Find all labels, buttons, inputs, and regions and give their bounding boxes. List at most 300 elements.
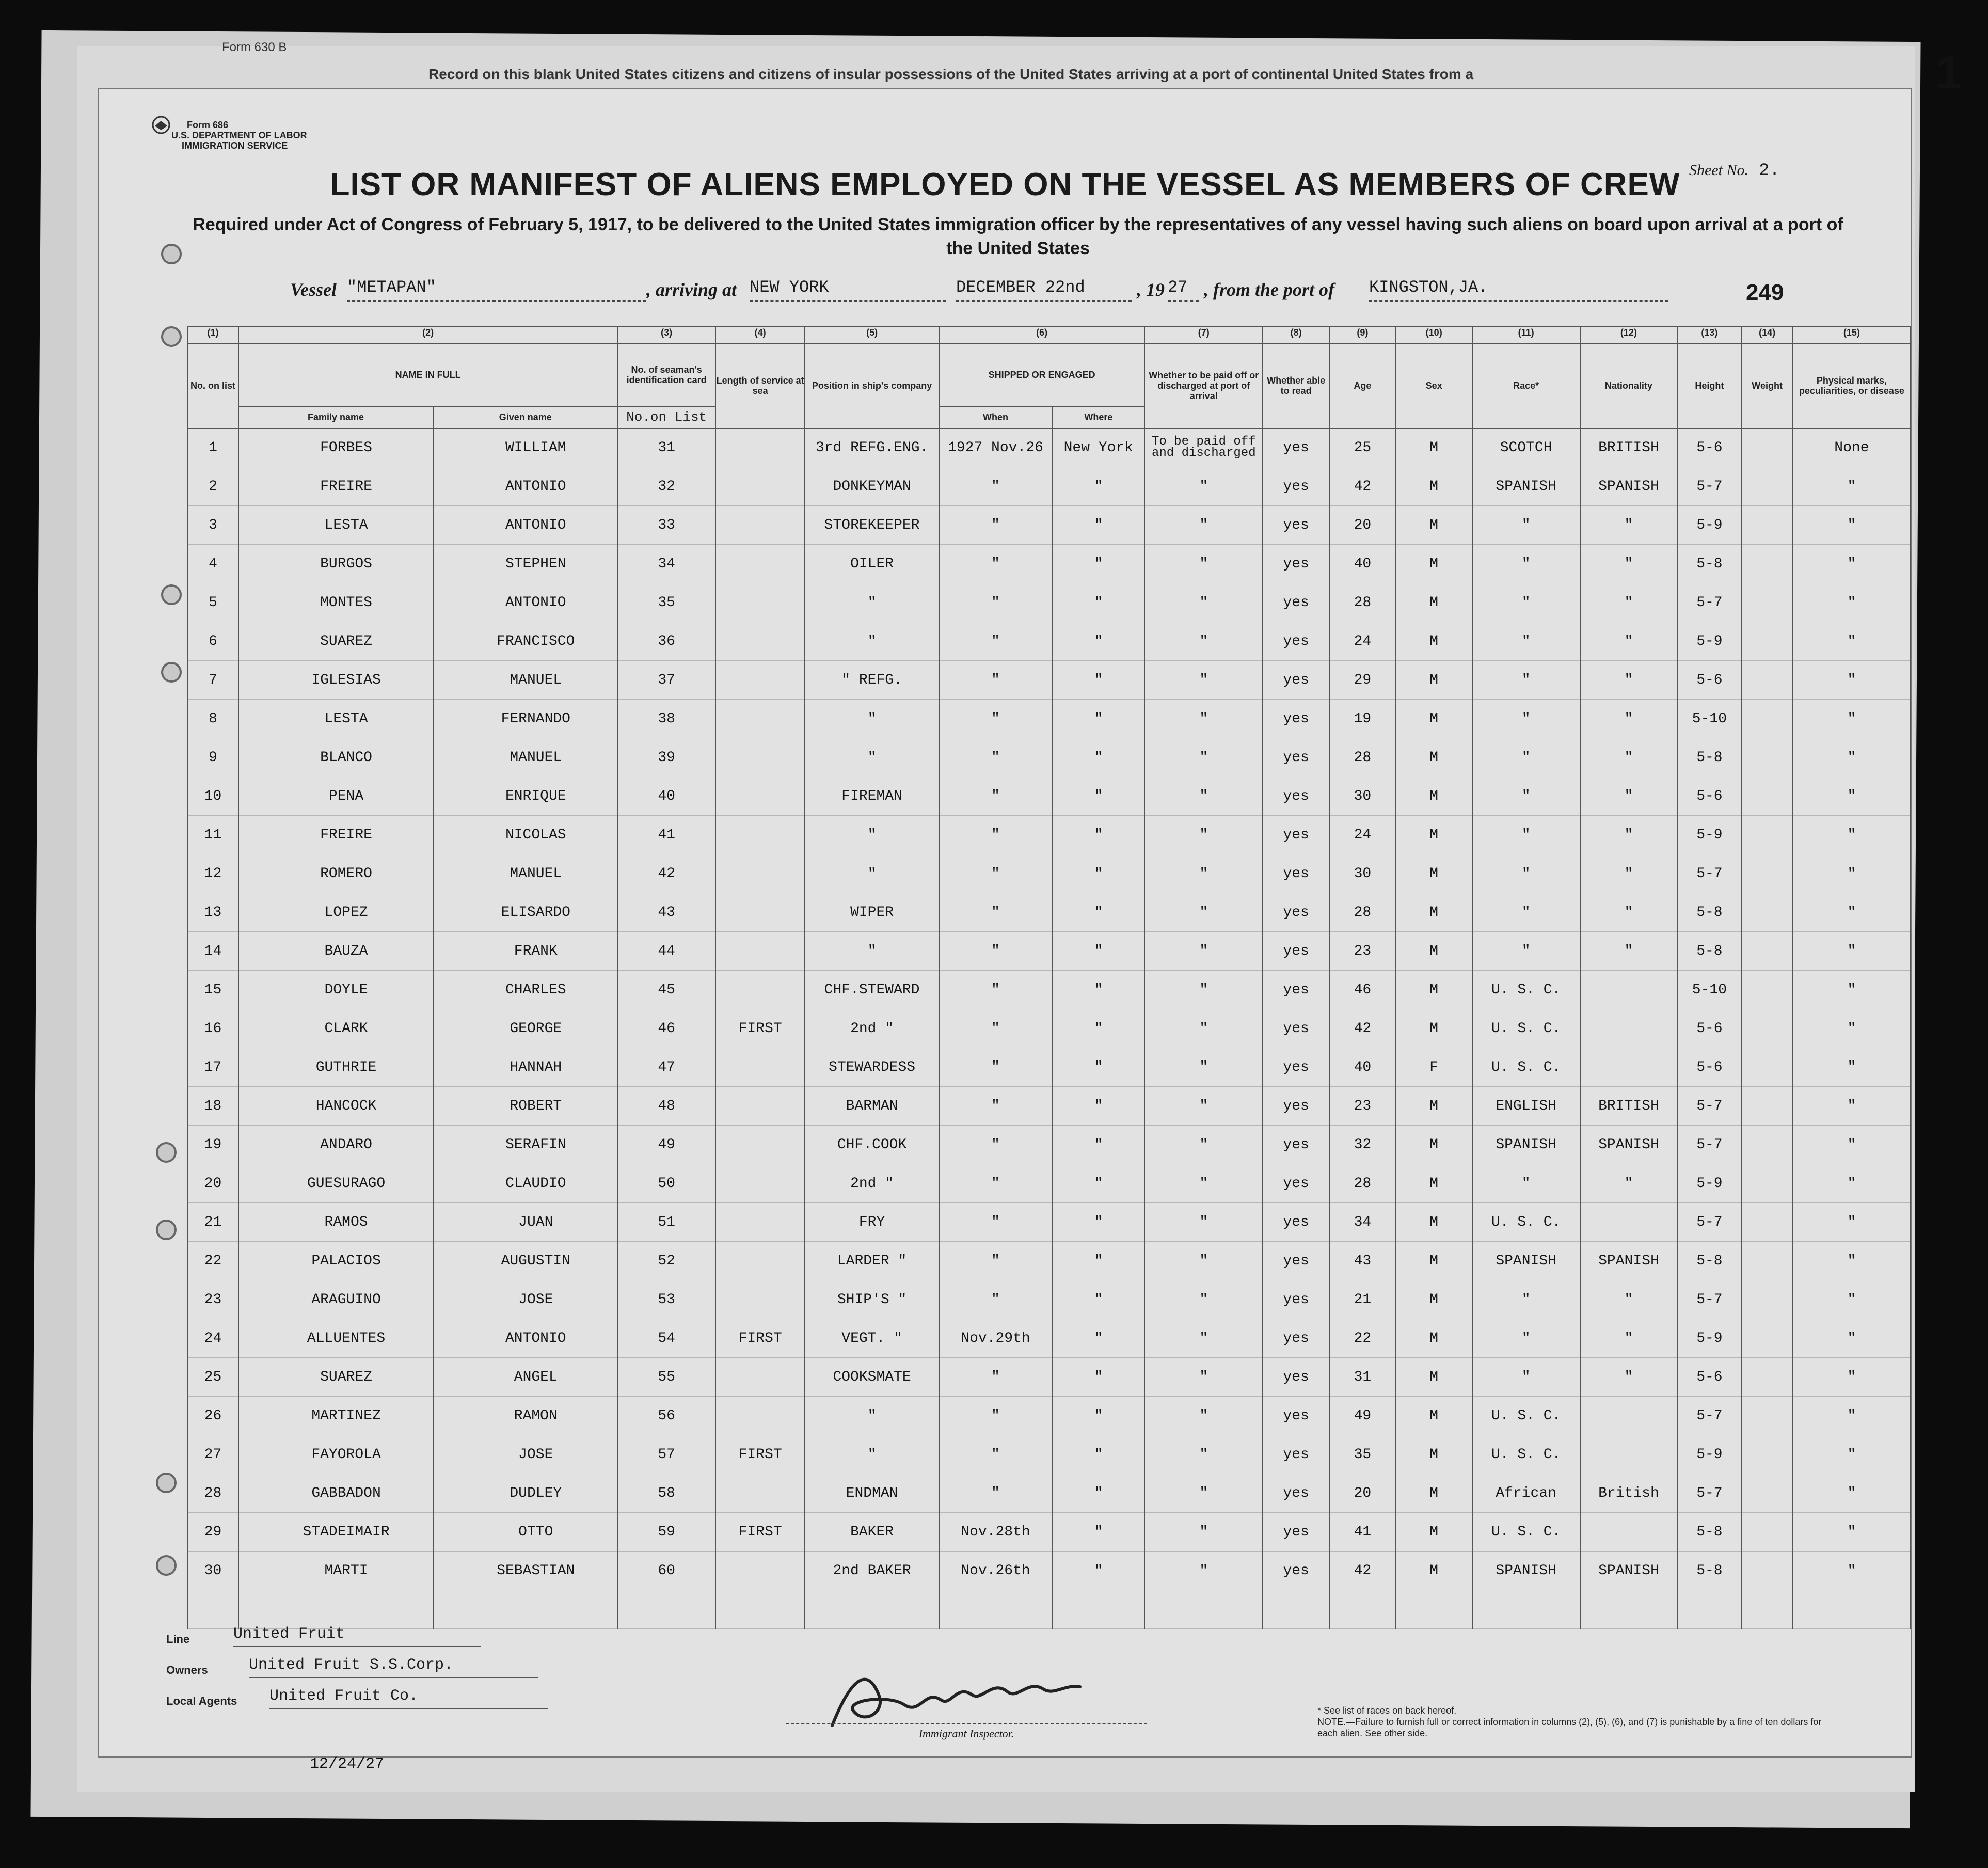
family-name-cell: ANDARO	[238, 1126, 433, 1164]
row-number-cell: 5	[187, 583, 238, 622]
weight-cell	[1741, 1087, 1792, 1126]
height-cell: 5-7	[1677, 1203, 1741, 1242]
table-row	[187, 1242, 1911, 1280]
sex-cell: M	[1396, 1552, 1472, 1590]
race-cell: SPANISH	[1472, 467, 1580, 506]
family-name-cell: MARTI	[238, 1552, 433, 1590]
nationality-cell: British	[1580, 1474, 1678, 1513]
races-note: * See list of races on back hereof.	[1317, 1705, 1457, 1716]
physical-marks-cell: "	[1793, 854, 1911, 893]
sex-cell: M	[1396, 700, 1472, 738]
arriving-port: NEW YORK	[750, 278, 946, 302]
race-cell: U. S. C.	[1472, 1435, 1580, 1474]
paid-off-status-cell: "	[1144, 545, 1263, 583]
race-cell: "	[1472, 622, 1580, 661]
height-cell: 5-7	[1677, 1397, 1741, 1435]
length-of-service-cell	[715, 1397, 805, 1435]
physical-marks-cell: "	[1793, 893, 1911, 932]
blank-cell	[1793, 1590, 1911, 1629]
family-name-cell: GUESURAGO	[238, 1164, 433, 1203]
family-name-cell: MARTINEZ	[238, 1397, 433, 1435]
race-cell: "	[1472, 700, 1580, 738]
nationality-cell: "	[1580, 893, 1678, 932]
vessel-name: "METAPAN"	[347, 278, 646, 302]
family-name-cell: GUTHRIE	[238, 1048, 433, 1087]
paid-off-status-cell: To be paid off and discharged	[1144, 428, 1263, 467]
nationality-cell: "	[1580, 932, 1678, 971]
table-row	[187, 1552, 1911, 1590]
column-number: (3)	[617, 327, 715, 343]
family-name-cell: FAYOROLA	[238, 1435, 433, 1474]
given-name-cell: ANTONIO	[433, 506, 617, 545]
shipped-where-cell: "	[1052, 1513, 1144, 1552]
nationality-cell: "	[1580, 854, 1678, 893]
race-cell: "	[1472, 1164, 1580, 1203]
sex-cell: M	[1396, 971, 1472, 1009]
header-given-name: Given name	[433, 406, 617, 428]
position-cell: "	[805, 622, 939, 661]
family-name-cell: MONTES	[238, 583, 433, 622]
given-name-cell: MANUEL	[433, 854, 617, 893]
shipped-when-cell: "	[939, 854, 1052, 893]
paid-off-status-cell: "	[1144, 1087, 1263, 1126]
height-cell: 5-9	[1677, 1319, 1741, 1358]
position-cell: "	[805, 1397, 939, 1435]
id-card-number-cell: 33	[617, 506, 715, 545]
row-number-cell: 30	[187, 1552, 238, 1590]
given-name-cell: JUAN	[433, 1203, 617, 1242]
height-cell: 5-7	[1677, 1280, 1741, 1319]
position-cell: 3rd REFG.ENG.	[805, 428, 939, 467]
position-cell: BAKER	[805, 1513, 939, 1552]
shipped-when-cell: "	[939, 1397, 1052, 1435]
sex-cell: M	[1396, 854, 1472, 893]
sheet-number-value: 2.	[1758, 161, 1780, 181]
able-to-read-cell: yes	[1263, 1435, 1329, 1474]
vessel-label: Vessel	[290, 279, 337, 300]
weight-cell	[1741, 971, 1792, 1009]
row-number-cell: 22	[187, 1242, 238, 1280]
race-cell: African	[1472, 1474, 1580, 1513]
age-cell: 32	[1329, 1126, 1395, 1164]
id-card-number-cell: 41	[617, 816, 715, 854]
position-cell: VEGT. "	[805, 1319, 939, 1358]
given-name-cell: JOSE	[433, 1280, 617, 1319]
id-card-number-cell: 43	[617, 893, 715, 932]
able-to-read-cell: yes	[1263, 506, 1329, 545]
length-of-service-cell	[715, 777, 805, 816]
physical-marks-cell: "	[1793, 1126, 1911, 1164]
paid-off-status-cell: "	[1144, 622, 1263, 661]
inspector-label: Immigrant Inspector.	[786, 1723, 1147, 1740]
id-card-number-cell: 38	[617, 700, 715, 738]
physical-marks-cell: "	[1793, 1048, 1911, 1087]
shipped-when-cell: "	[939, 506, 1052, 545]
age-cell: 19	[1329, 700, 1395, 738]
nationality-cell	[1580, 971, 1678, 1009]
able-to-read-cell: yes	[1263, 893, 1329, 932]
footer-notes	[1317, 1705, 1823, 1739]
paid-off-status-cell: "	[1144, 1552, 1263, 1590]
weight-cell	[1741, 1280, 1792, 1319]
family-name-cell: FREIRE	[238, 467, 433, 506]
column-number: (14)	[1741, 327, 1792, 343]
header-read: Whether able to read	[1263, 343, 1329, 428]
length-of-service-cell: FIRST	[715, 1513, 805, 1552]
year-prefix: , 19	[1137, 279, 1165, 300]
shipped-where-cell: "	[1052, 506, 1144, 545]
blank-cell	[805, 1590, 939, 1629]
table-row	[187, 545, 1911, 583]
paid-off-status-cell: "	[1144, 506, 1263, 545]
position-cell: STOREKEEPER	[805, 506, 939, 545]
shipped-where-cell: "	[1052, 932, 1144, 971]
blank-cell	[1677, 1590, 1741, 1629]
shipped-where-cell: "	[1052, 738, 1144, 777]
row-number-cell: 24	[187, 1319, 238, 1358]
physical-marks-cell: "	[1793, 661, 1911, 700]
position-cell: 2nd BAKER	[805, 1552, 939, 1590]
length-of-service-cell	[715, 1242, 805, 1280]
family-name-cell: LOPEZ	[238, 893, 433, 932]
row-number-cell: 2	[187, 467, 238, 506]
age-cell: 41	[1329, 1513, 1395, 1552]
table-row	[187, 854, 1911, 893]
departure-port: KINGSTON,JA.	[1369, 278, 1668, 302]
blank-cell	[1741, 1590, 1792, 1629]
age-cell: 25	[1329, 428, 1395, 467]
age-cell: 28	[1329, 738, 1395, 777]
age-cell: 42	[1329, 1552, 1395, 1590]
length-of-service-cell: FIRST	[715, 1319, 805, 1358]
header-marks: Physical marks, peculiarities, or disease	[1793, 343, 1911, 428]
header-age: Age	[1329, 343, 1395, 428]
race-cell: "	[1472, 932, 1580, 971]
race-cell: U. S. C.	[1472, 1513, 1580, 1552]
paid-off-status-cell: "	[1144, 467, 1263, 506]
weight-cell	[1741, 1319, 1792, 1358]
weight-cell	[1741, 1242, 1792, 1280]
physical-marks-cell: "	[1793, 700, 1911, 738]
race-cell: U. S. C.	[1472, 1009, 1580, 1048]
nationality-cell: "	[1580, 1319, 1678, 1358]
id-card-number-cell: 36	[617, 622, 715, 661]
column-number: (6)	[939, 327, 1145, 343]
table-row	[187, 467, 1911, 506]
given-name-cell: ROBERT	[433, 1087, 617, 1126]
sex-cell: M	[1396, 622, 1472, 661]
blank-cell	[939, 1590, 1052, 1629]
header-height: Height	[1677, 343, 1741, 428]
position-cell: FIREMAN	[805, 777, 939, 816]
shipped-when-cell: 1927 Nov.26	[939, 428, 1052, 467]
given-name-cell: MANUEL	[433, 738, 617, 777]
paid-off-status-cell: "	[1144, 971, 1263, 1009]
vessel-line	[290, 279, 1839, 310]
row-number-cell: 27	[187, 1435, 238, 1474]
age-cell: 42	[1329, 467, 1395, 506]
able-to-read-cell: yes	[1263, 1358, 1329, 1397]
given-name-cell: CHARLES	[433, 971, 617, 1009]
length-of-service-cell	[715, 467, 805, 506]
nationality-cell: SPANISH	[1580, 467, 1678, 506]
height-cell: 5-7	[1677, 1474, 1741, 1513]
family-name-cell: PALACIOS	[238, 1242, 433, 1280]
shipped-when-cell: Nov.26th	[939, 1552, 1052, 1590]
shipped-where-cell: "	[1052, 1009, 1144, 1048]
back-form-id: Form 630 B	[222, 40, 287, 54]
race-cell: SCOTCH	[1472, 428, 1580, 467]
given-name-cell: ENRIQUE	[433, 777, 617, 816]
blank-cell	[1052, 1590, 1144, 1629]
shipped-where-cell: "	[1052, 622, 1144, 661]
length-of-service-cell	[715, 428, 805, 467]
row-number-cell: 9	[187, 738, 238, 777]
race-cell: "	[1472, 777, 1580, 816]
weight-cell	[1741, 777, 1792, 816]
race-cell: U. S. C.	[1472, 1203, 1580, 1242]
height-cell: 5-8	[1677, 932, 1741, 971]
row-number-cell: 10	[187, 777, 238, 816]
able-to-read-cell: yes	[1263, 583, 1329, 622]
table-row	[187, 1319, 1911, 1358]
physical-marks-cell: "	[1793, 545, 1911, 583]
nationality-cell: "	[1580, 700, 1678, 738]
age-cell: 34	[1329, 1203, 1395, 1242]
table-row	[187, 661, 1911, 700]
blank-cell	[238, 1590, 433, 1629]
shipped-where-cell: "	[1052, 1474, 1144, 1513]
arriving-label: , arriving at	[646, 279, 737, 300]
punch-hole-icon	[156, 1220, 177, 1240]
id-card-number-cell: 45	[617, 971, 715, 1009]
header-position: Position in ship's company	[805, 343, 939, 428]
nationality-cell	[1580, 1009, 1678, 1048]
nationality-cell: "	[1580, 622, 1678, 661]
length-of-service-cell	[715, 738, 805, 777]
able-to-read-cell: yes	[1263, 1474, 1329, 1513]
row-number-cell: 16	[187, 1009, 238, 1048]
nationality-cell: SPANISH	[1580, 1242, 1678, 1280]
sex-cell: M	[1396, 1280, 1472, 1319]
family-name-cell: IGLESIAS	[238, 661, 433, 700]
table-row	[187, 1126, 1911, 1164]
shipped-where-cell: "	[1052, 1397, 1144, 1435]
table-row	[187, 1164, 1911, 1203]
family-name-cell: RAMOS	[238, 1203, 433, 1242]
shipped-when-cell: "	[939, 816, 1052, 854]
blank-cell	[1580, 1590, 1678, 1629]
family-name-cell: BAUZA	[238, 932, 433, 971]
able-to-read-cell: yes	[1263, 738, 1329, 777]
able-to-read-cell: yes	[1263, 467, 1329, 506]
shipped-when-cell: "	[939, 971, 1052, 1009]
column-number: (13)	[1677, 327, 1741, 343]
sex-cell: M	[1396, 1358, 1472, 1397]
height-cell: 5-6	[1677, 1358, 1741, 1397]
sex-cell: M	[1396, 467, 1472, 506]
header-shipped: SHIPPED OR ENGAGED	[939, 343, 1145, 406]
shipped-when-cell: "	[939, 738, 1052, 777]
page-number: 249	[1746, 280, 1784, 305]
given-name-cell: WILLIAM	[433, 428, 617, 467]
shipped-where-cell: "	[1052, 854, 1144, 893]
row-number-cell: 25	[187, 1358, 238, 1397]
shipped-when-cell: "	[939, 467, 1052, 506]
id-card-number-cell: 57	[617, 1435, 715, 1474]
race-cell: SPANISH	[1472, 1126, 1580, 1164]
id-card-number-cell: 53	[617, 1280, 715, 1319]
height-cell: 5-6	[1677, 1009, 1741, 1048]
physical-marks-cell: "	[1793, 1242, 1911, 1280]
shipped-when-cell: "	[939, 1242, 1052, 1280]
page-title: LIST OR MANIFEST OF ALIENS EMPLOYED ON THE VESSEL AS MEMBERS OF CREW	[330, 167, 1680, 202]
able-to-read-cell: yes	[1263, 971, 1329, 1009]
owners-value: United Fruit S.S.Corp.	[249, 1656, 538, 1678]
paid-off-status-cell: "	[1144, 700, 1263, 738]
blank-cell	[1329, 1590, 1395, 1629]
shipped-where-cell: "	[1052, 1087, 1144, 1126]
height-cell: 5-8	[1677, 893, 1741, 932]
weight-cell	[1741, 661, 1792, 700]
id-card-number-cell: 60	[617, 1552, 715, 1590]
given-name-cell: ELISARDO	[433, 893, 617, 932]
age-cell: 28	[1329, 1164, 1395, 1203]
table-row	[187, 971, 1911, 1009]
age-cell: 42	[1329, 1009, 1395, 1048]
header-name-in-full: NAME IN FULL	[238, 343, 617, 406]
column-number: (5)	[805, 327, 939, 343]
length-of-service-cell	[715, 1358, 805, 1397]
sex-cell: M	[1396, 1087, 1472, 1126]
shipped-when-cell: "	[939, 1280, 1052, 1319]
race-cell: "	[1472, 854, 1580, 893]
age-cell: 28	[1329, 893, 1395, 932]
height-cell: 5-7	[1677, 1087, 1741, 1126]
length-of-service-cell	[715, 545, 805, 583]
weight-cell	[1741, 1552, 1792, 1590]
given-name-cell: AUGUSTIN	[433, 1242, 617, 1280]
paid-off-status-cell: "	[1144, 1435, 1263, 1474]
table-row	[187, 428, 1911, 467]
given-name-cell: FRANCISCO	[433, 622, 617, 661]
position-cell: "	[805, 1435, 939, 1474]
weight-cell	[1741, 428, 1792, 467]
arrival-date: DECEMBER 22nd	[956, 278, 1132, 302]
shipped-where-cell: "	[1052, 1203, 1144, 1242]
id-card-number-cell: 48	[617, 1087, 715, 1126]
shipped-where-cell: "	[1052, 1048, 1144, 1087]
weight-cell	[1741, 1203, 1792, 1242]
id-card-number-cell: 49	[617, 1126, 715, 1164]
table-row	[187, 1474, 1911, 1513]
position-cell: "	[805, 932, 939, 971]
age-cell: 29	[1329, 661, 1395, 700]
given-name-cell: DUDLEY	[433, 1474, 617, 1513]
position-cell: CHF.COOK	[805, 1126, 939, 1164]
shipped-when-cell: "	[939, 1048, 1052, 1087]
shipped-where-cell: "	[1052, 1435, 1144, 1474]
id-card-number-cell: 55	[617, 1358, 715, 1397]
given-name-cell: ANTONIO	[433, 1319, 617, 1358]
column-number: (4)	[715, 327, 805, 343]
table-row	[187, 1203, 1911, 1242]
sex-cell: M	[1396, 932, 1472, 971]
age-cell: 31	[1329, 1358, 1395, 1397]
physical-marks-cell: "	[1793, 583, 1911, 622]
paid-off-status-cell: "	[1144, 661, 1263, 700]
page-subtitle: Required under Act of Congress of February 5, 1917, to be delivered to the United States immigration officer by the representatives of any vessel having such aliens on board upon arrival at a port of the United States	[193, 215, 1843, 258]
sex-cell: M	[1396, 661, 1472, 700]
paid-off-status-cell: "	[1144, 1513, 1263, 1552]
paid-off-status-cell: "	[1144, 777, 1263, 816]
family-name-cell: BLANCO	[238, 738, 433, 777]
punch-hole-icon	[161, 244, 182, 264]
row-number-cell: 23	[187, 1280, 238, 1319]
able-to-read-cell: yes	[1263, 1009, 1329, 1048]
shipped-where-cell: "	[1052, 1552, 1144, 1590]
sex-cell: M	[1396, 1474, 1472, 1513]
given-name-cell: MANUEL	[433, 661, 617, 700]
paid-off-status-cell: "	[1144, 1009, 1263, 1048]
given-name-cell: JOSE	[433, 1435, 617, 1474]
shipped-when-cell: "	[939, 1087, 1052, 1126]
weight-cell	[1741, 506, 1792, 545]
length-of-service-cell	[715, 932, 805, 971]
given-name-cell: ANTONIO	[433, 467, 617, 506]
nationality-cell: "	[1580, 506, 1678, 545]
paid-off-status-cell: "	[1144, 1164, 1263, 1203]
blank-cell	[433, 1590, 617, 1629]
header-weight: Weight	[1741, 343, 1792, 428]
physical-marks-cell: "	[1793, 1164, 1911, 1203]
race-cell: "	[1472, 816, 1580, 854]
position-cell: SHIP'S "	[805, 1280, 939, 1319]
length-of-service-cell	[715, 583, 805, 622]
physical-marks-cell: "	[1793, 932, 1911, 971]
weight-cell	[1741, 467, 1792, 506]
able-to-read-cell: yes	[1263, 777, 1329, 816]
header-id-card-sub: No.on List	[617, 406, 715, 428]
race-cell: U. S. C.	[1472, 1397, 1580, 1435]
arrival-year: 27	[1168, 278, 1199, 302]
shipped-when-cell: "	[939, 1009, 1052, 1048]
age-cell: 28	[1329, 583, 1395, 622]
age-cell: 30	[1329, 854, 1395, 893]
weight-cell	[1741, 1358, 1792, 1397]
length-of-service-cell: FIRST	[715, 1009, 805, 1048]
table-row	[187, 1009, 1911, 1048]
length-of-service-cell	[715, 1126, 805, 1164]
weight-cell	[1741, 854, 1792, 893]
sex-cell: M	[1396, 1319, 1472, 1358]
table-row	[187, 1358, 1911, 1397]
able-to-read-cell: yes	[1263, 854, 1329, 893]
position-cell: DONKEYMAN	[805, 467, 939, 506]
table-row	[187, 738, 1911, 777]
height-cell: 5-6	[1677, 777, 1741, 816]
sex-cell: M	[1396, 1242, 1472, 1280]
row-number-cell: 21	[187, 1203, 238, 1242]
column-number: (11)	[1472, 327, 1580, 343]
given-name-cell: HANNAH	[433, 1048, 617, 1087]
row-number-cell: 28	[187, 1474, 238, 1513]
row-number-cell: 18	[187, 1087, 238, 1126]
paid-off-status-cell: "	[1144, 1397, 1263, 1435]
punch-hole-icon	[156, 1473, 177, 1493]
column-header-row	[187, 343, 1911, 406]
height-cell: 5-8	[1677, 1552, 1741, 1590]
